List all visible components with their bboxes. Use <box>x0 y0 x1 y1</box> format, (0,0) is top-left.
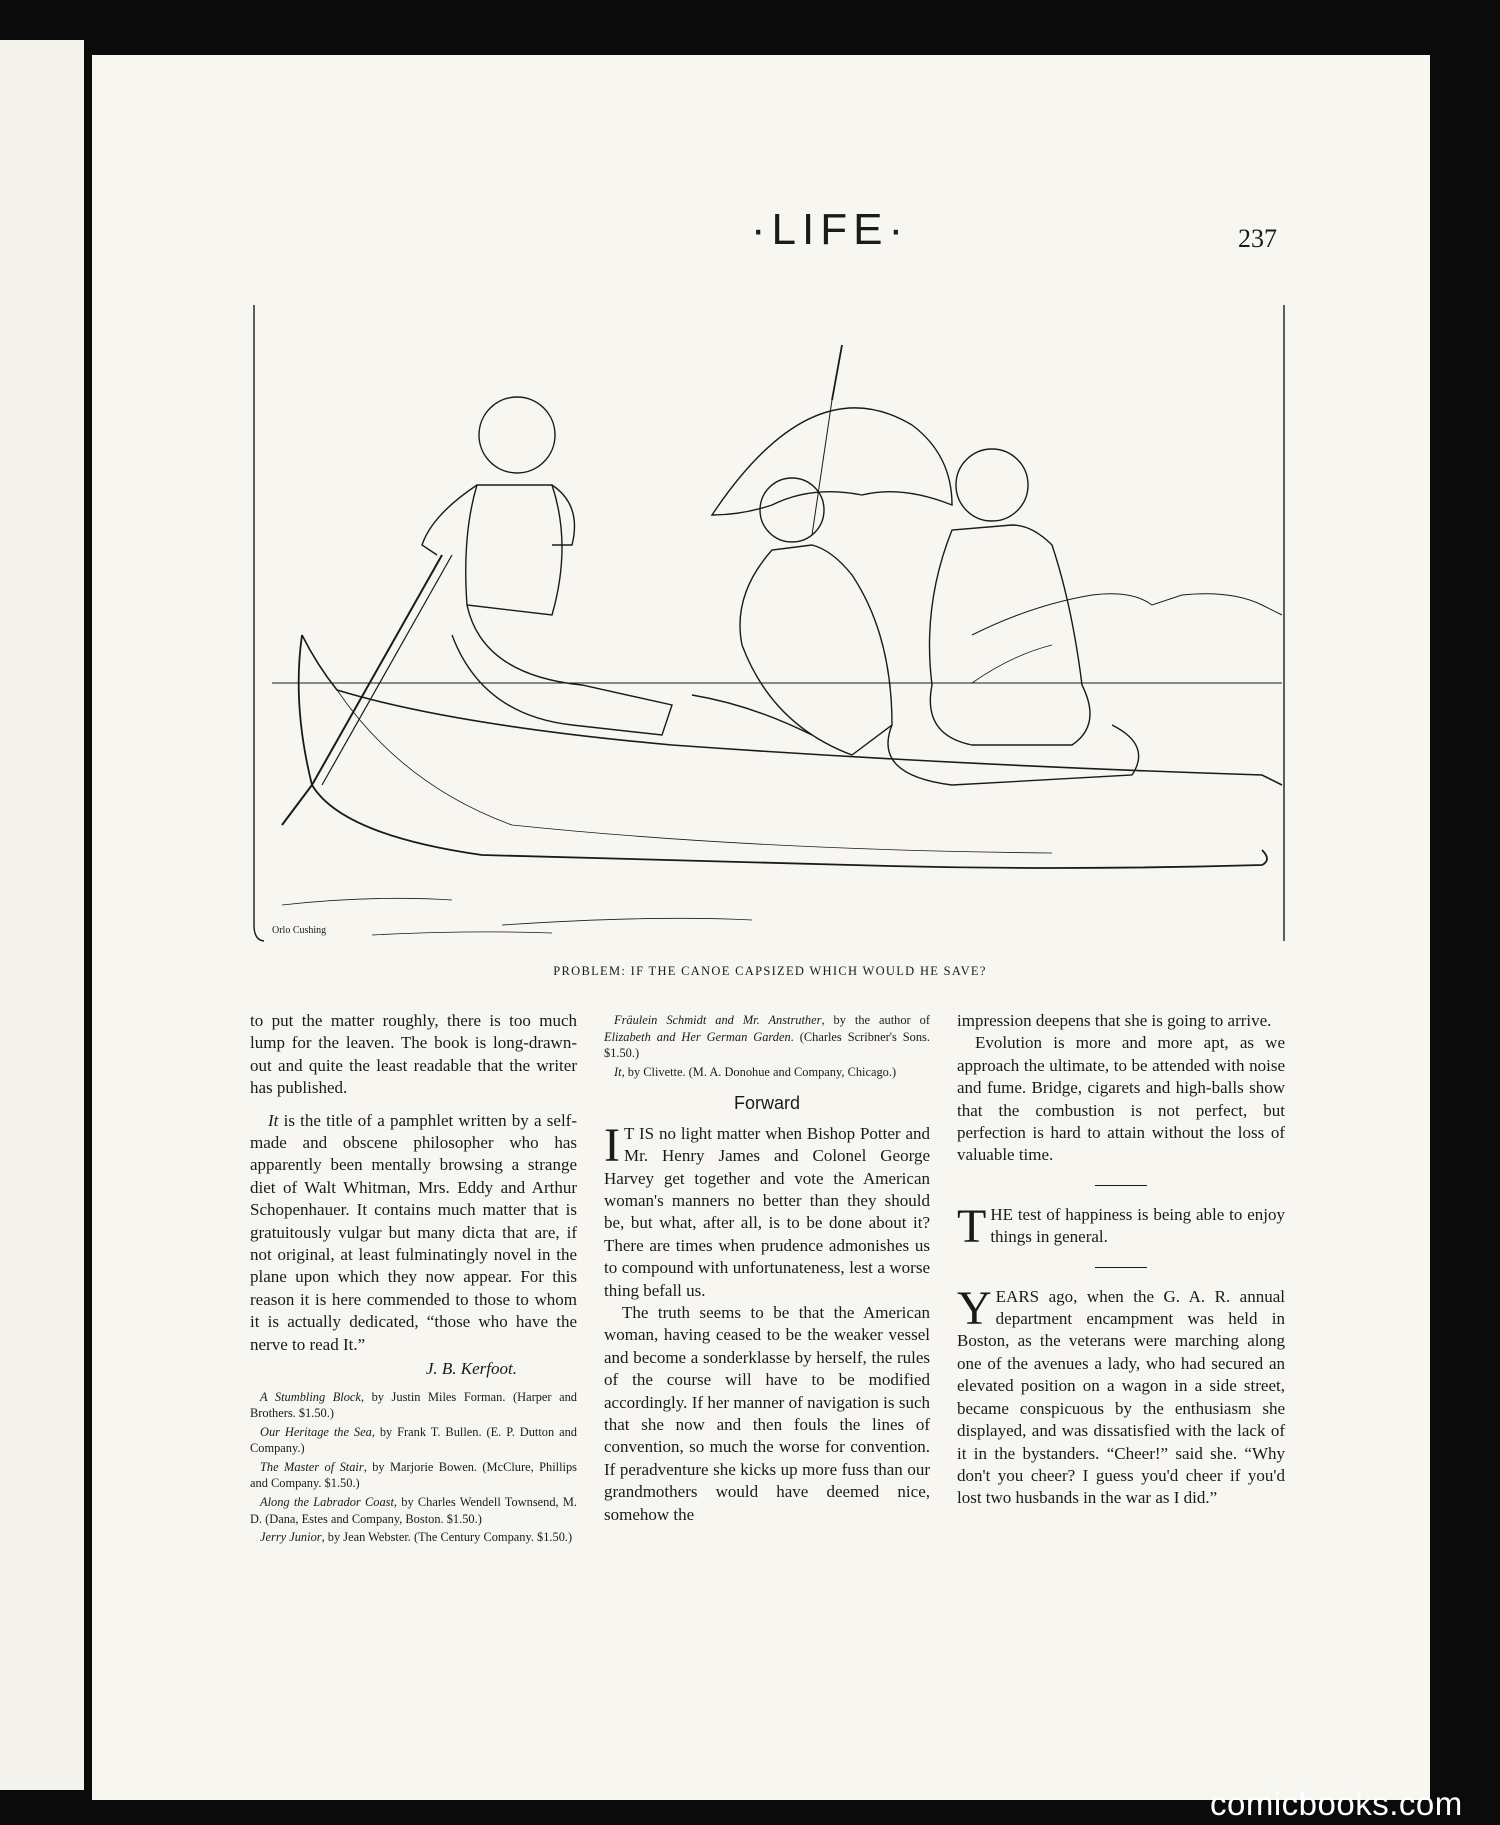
page-number: 237 <box>1238 224 1277 253</box>
masthead-title: ·LIFE· <box>750 205 910 254</box>
column-2 <box>604 1010 930 1526</box>
review-signature: J. B. Kerfoot. <box>425 1359 517 1379</box>
drop-cap: Y <box>957 1281 992 1335</box>
col3-item-2: THE test of happiness is being able to enjoy things in general. <box>957 1199 1285 1253</box>
article-heading: Forward <box>733 1093 800 1114</box>
left-page-edge <box>0 40 84 1790</box>
book-listing: Fräulein Schmidt and Mr. Anstruther, by the author of Elizabeth and Her German Garden. (Charles Scribner's Sons. $1.50.) <box>604 1013 930 1061</box>
column-1 <box>250 1010 577 1546</box>
col3-paragraph-2: Evolution is more and more apt, as we approach the ultimate, to be attended with noise and fume. Bridge, cigarets and high-balls show that the combustion is not perfect, but perfection is hard to attain without the loss of valuable time. <box>957 1033 1285 1165</box>
canoe-illustration <box>252 305 1287 945</box>
col3-paragraph-1: impression deepens that she is going to arrive. <box>957 1011 1272 1030</box>
book-listing: It, by Clivette. (M. A. Donohue and Company, Chicago.) <box>614 1064 897 1079</box>
book-listing: Jerry Junior, by Jean Webster. (The Century Company. $1.50.) <box>260 1530 573 1545</box>
site-watermark: comicbooks.com <box>1210 1785 1463 1822</box>
col3-item-3: YEARS ago, when the G. A. R. annual department encampment was held in Boston, as the veterans were marching along one of the avenues a lady, who had secured an elevated position on a wagon in a side street, became conspicuous by the enthusiasm she displayed, and was dissatisfied with the lack of it in the bystanders. “Cheer!” said she. “Why don't you cheer? I guess you'd cheer if you'd lost two husbands in the war as I did.” <box>957 1281 1285 1508</box>
drop-cap: T <box>957 1199 987 1253</box>
artist-signature: Orlo Cushing <box>272 925 327 936</box>
book-listing: Our Heritage the Sea, by Frank T. Bullen. (E. P. Dutton and Company.) <box>250 1424 577 1456</box>
col1-paragraph-2 <box>250 1110 577 1356</box>
book-listing: Along the Labrador Coast, by Charles Wendell Townsend, M. D. (Dana, Estes and Company, Boston. $1.50.) <box>250 1495 577 1526</box>
column-3 <box>957 1010 1285 1510</box>
col2-paragraph-2: The truth seems to be that the American woman, having ceased to be the weaker vessel and become a sonderklasse by herself, the rules of the course will have to be modified accordingly. If her manner of navigation is such that she now and then fouls the lines of convention, so much the worse for convention. If peradventure she kicks up more fuss than our grandmothers would have deemed nice, somehow the <box>604 1303 930 1524</box>
col1-paragraph-1: to put the matter roughly, there is too much lump for the leaven. The book is long-drawn-out and quite the least readable that the writer has published. <box>250 1011 577 1098</box>
section-divider <box>1095 1185 1147 1186</box>
col1-paragraph-2-text: is the title of a pamphlet written by a self-made and obscene philosopher who has apparently been mentally browsing a strange diet of Walt Whitman, Mrs. Eddy and Arthur Schopenhauer. It contains much matter that is gratuitously vulgar but many dicta that are, if not original, at least fulminatingly novel in the plane upon which they now appear. For this reason it is here commended to those to whom it is actually dedicated, “those who have the nerve to read It.” <box>250 1110 577 1354</box>
drop-cap: I <box>604 1118 620 1172</box>
illustration-caption: PROBLEM: IF THE CANOE CAPSIZED WHICH WOULD HE SAVE? <box>553 964 987 978</box>
book-listing: The Master of Stair, by Marjorie Bowen. (McClure, Phillips and Company. $1.50.) <box>250 1459 578 1491</box>
col1-paragraph-2-lead: It <box>268 1110 279 1130</box>
book-listing: A Stumbling Block, by Justin Miles Forman. (Harper and Brothers. $1.50.) <box>250 1389 577 1421</box>
col2-paragraph-1: I T IS no light matter when Bishop Potter and Mr. Henry James and Colonel George Harvey get together and vote the American woman's manners no better than they should be, but what, after all, is to be done about it? There are times when prudence admonishes us to compound with unfortunateness, lest a worse thing befall us. <box>604 1118 930 1300</box>
section-divider <box>1095 1267 1147 1268</box>
